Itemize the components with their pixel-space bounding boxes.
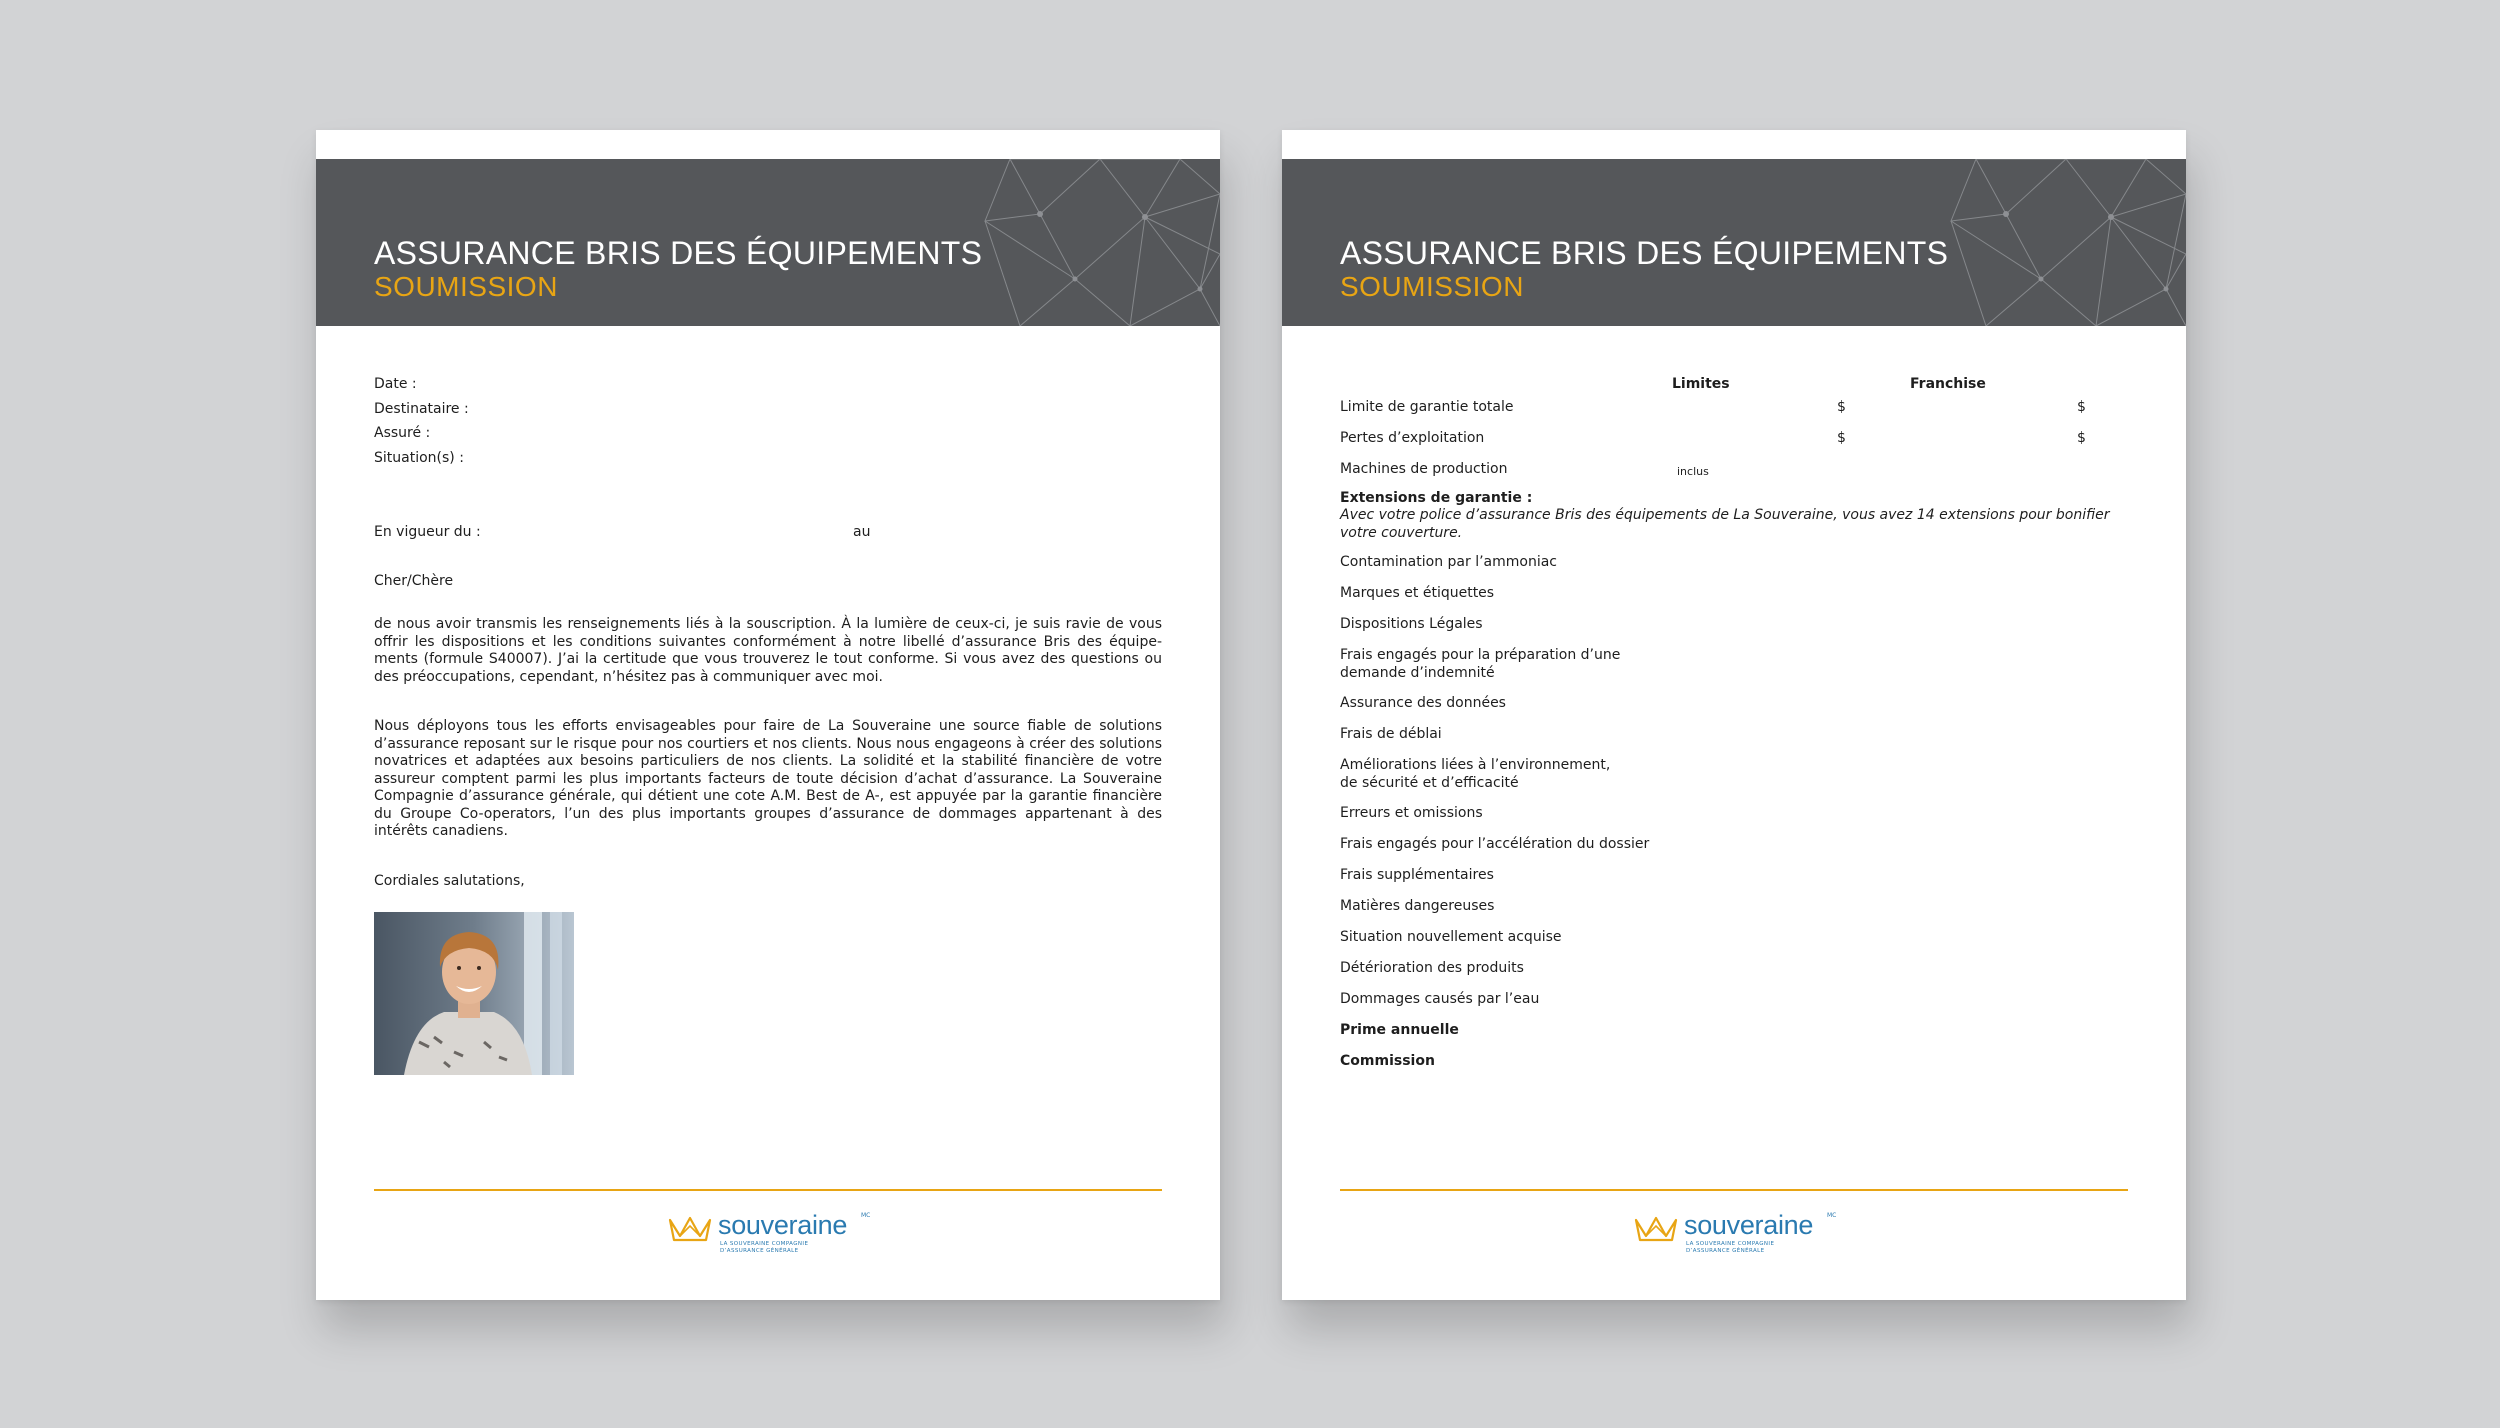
quote-page bbox=[1282, 130, 2186, 1300]
page-subtitle: SOUMISSION bbox=[1340, 271, 1524, 302]
insured-label: Assuré : bbox=[374, 425, 431, 441]
extension-item: Assurance des données bbox=[1340, 695, 1506, 711]
included-note: inclus bbox=[1677, 465, 1709, 478]
extension-item: Frais supplémentaires bbox=[1340, 867, 1494, 883]
logo-trademark: MC bbox=[861, 1212, 871, 1219]
extension-item: Détérioration des produits bbox=[1340, 960, 1524, 976]
deductible-currency: $ bbox=[2077, 399, 2086, 415]
company-logo bbox=[1634, 1210, 1837, 1254]
company-logo bbox=[668, 1210, 871, 1254]
logo-tagline-1: LA SOUVERAINE COMPAGNIE bbox=[720, 1241, 809, 1247]
location-label: Situation(s) : bbox=[374, 450, 464, 466]
logo-wordmark: souveraine bbox=[718, 1210, 848, 1240]
greeting: Cher/Chère bbox=[374, 573, 454, 589]
limit-currency: $ bbox=[1837, 430, 1846, 446]
logo-tagline-2: D’ASSURANCE GÉNÉRALE bbox=[1686, 1248, 1765, 1254]
extension-item: Améliorations liées à l’environnement, de sécurité et d’efficacité bbox=[1340, 757, 1611, 791]
extension-item: Frais de déblai bbox=[1340, 726, 1442, 742]
network-pattern bbox=[1946, 159, 2186, 326]
extension-item: Erreurs et omissions bbox=[1340, 805, 1483, 821]
letter-paragraph-1: de nous avoir transmis les renseignements liés à la souscription. À la lumière de ceux-ci, je suis ravie de vous offrir les dispositions et les conditions suivantes conformément à notre libellé d’assurance Bris des équipe- ments (formule S40007). J’ai la certitude que vous trouverez le tout conforme. Si vous avez des questions ou des préoccupations, cependant, n’hésitez pas à communiquer avec moi. bbox=[374, 616, 1162, 685]
logo-trademark: MC bbox=[1827, 1212, 1837, 1219]
logo-tagline-1: LA SOUVERAINE COMPAGNIE bbox=[1686, 1241, 1775, 1247]
extension-item: Marques et étiquettes bbox=[1340, 585, 1495, 601]
extension-item: Contamination par l’ammoniac bbox=[1340, 554, 1557, 570]
extension-item: Frais engagés pour la préparation d’une demande d’indemnité bbox=[1340, 647, 1621, 681]
column-header-limits: Limites bbox=[1672, 376, 1730, 392]
effective-from-label: En vigueur du : bbox=[374, 524, 481, 540]
signatory-photo bbox=[374, 912, 574, 1075]
coverage-row-label: Pertes d’exploitation bbox=[1340, 430, 1485, 446]
footer-rule bbox=[374, 1189, 1162, 1191]
extensions-intro: Avec votre police d’assurance Bris des équipements de La Souveraine, vous avez 14 extensions pour bonifier votre couverture. bbox=[1340, 507, 2110, 541]
extension-item: Frais engagés pour l’accélération du dossier bbox=[1340, 836, 1650, 852]
crown-icon bbox=[1634, 1214, 1678, 1242]
extensions-title: Extensions de garantie : bbox=[1340, 490, 1533, 506]
column-header-deductible: Franchise bbox=[1910, 376, 1986, 392]
logo-wordmark: souveraine bbox=[1684, 1210, 1814, 1240]
letter-paragraph-2: Nous déployons tous les efforts envisageables pour faire de La Souveraine une source fiable de solutions d’assurance reposant sur le risque pour nos courtiers et nos clients. Nous nous engageons à créer des solutions novatrices et adaptées aux besoins particuliers de nos clients. La solidité et la stabilité financière de votre assureur comptent parmi les plus importants facteurs de toute décision d’achat d’assurance. La Souveraine Compagnie d’assurance générale, qui détient une cote A.M. Best de A-, est appuyée par la garantie financière du Groupe Co-operators, l’un des plus importants groupes d’assurance de dommages appartenant à des intérêts canadiens. bbox=[374, 718, 1162, 839]
logo-tagline-2: D’ASSURANCE GÉNÉRALE bbox=[720, 1248, 799, 1254]
recipient-label: Destinataire : bbox=[374, 401, 469, 417]
annual-premium-label: Prime annuelle bbox=[1340, 1022, 1459, 1038]
extension-item: Situation nouvellement acquise bbox=[1340, 929, 1562, 945]
letter-page bbox=[316, 130, 1220, 1300]
crown-icon bbox=[668, 1214, 712, 1242]
deductible-currency: $ bbox=[2077, 430, 2086, 446]
limit-currency: $ bbox=[1837, 399, 1846, 415]
effective-to-label: au bbox=[853, 524, 871, 540]
header-banner bbox=[316, 159, 1220, 326]
page-subtitle: SOUMISSION bbox=[374, 271, 558, 302]
footer-rule bbox=[1340, 1189, 2128, 1191]
coverage-row-label: Machines de production bbox=[1340, 461, 1508, 477]
page-title: ASSURANCE BRIS DES ÉQUIPEMENTS bbox=[374, 235, 983, 271]
extension-item: Matières dangereuses bbox=[1340, 898, 1495, 914]
closing: Cordiales salutations, bbox=[374, 873, 525, 889]
coverage-row-label: Limite de garantie totale bbox=[1340, 399, 1514, 415]
extension-item: Dommages causés par l’eau bbox=[1340, 991, 1540, 1007]
commission-label: Commission bbox=[1340, 1053, 1435, 1069]
header-banner bbox=[1282, 159, 2186, 326]
page-title: ASSURANCE BRIS DES ÉQUIPEMENTS bbox=[1340, 235, 1949, 271]
extension-item: Dispositions Légales bbox=[1340, 616, 1483, 632]
network-pattern bbox=[980, 159, 1220, 326]
date-label: Date : bbox=[374, 376, 417, 392]
